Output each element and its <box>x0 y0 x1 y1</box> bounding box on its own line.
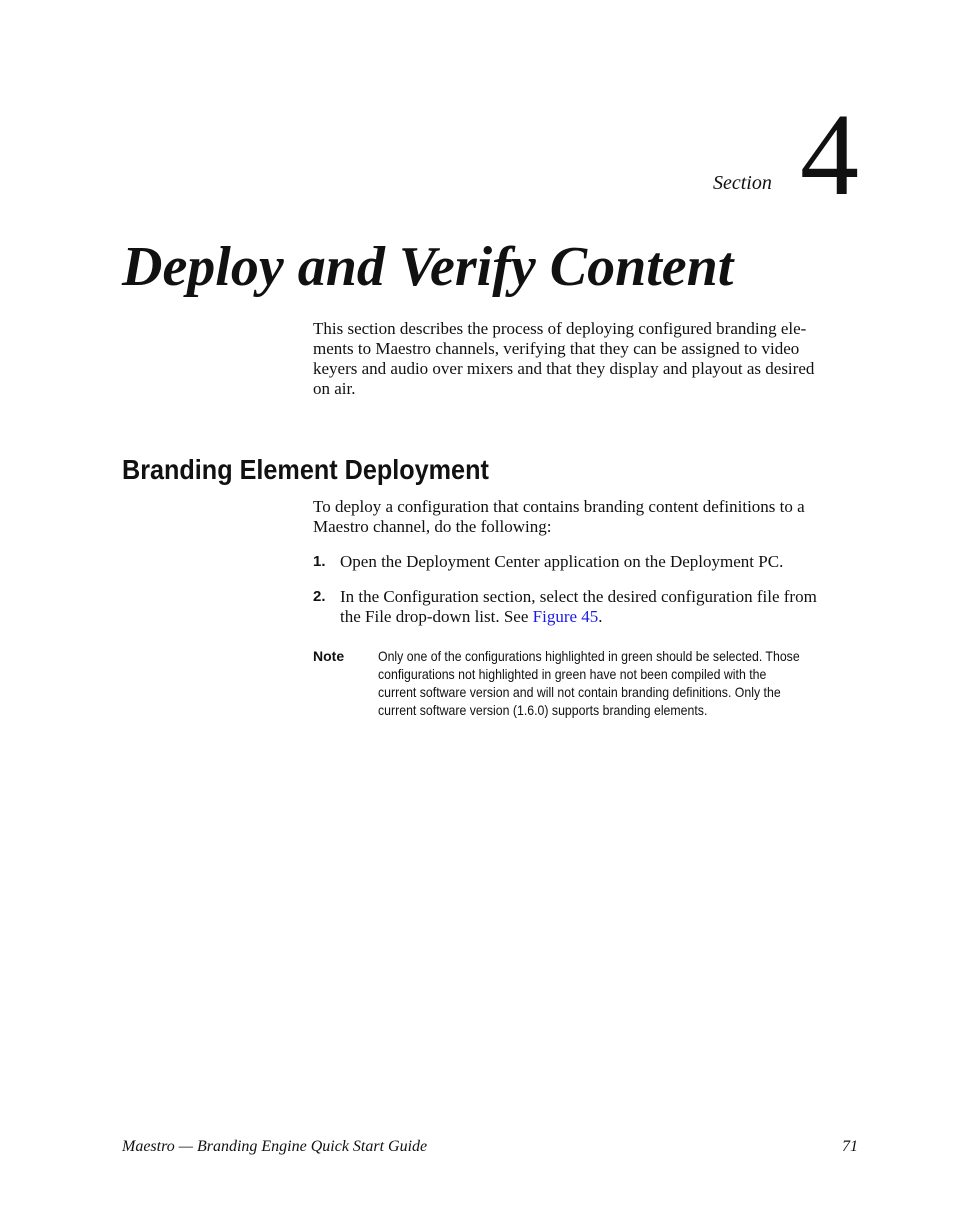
intro-paragraph <box>313 319 858 399</box>
paragraph-line: To deploy a configuration that contains branding content definitions to a <box>313 497 805 516</box>
step-number: 2. <box>313 588 326 605</box>
intro-line: keyers and audio over mixers and that they display and playout as desired <box>313 359 815 378</box>
section-label: Section <box>713 172 772 194</box>
step-text <box>340 587 858 627</box>
intro-line: ments to Maestro channels, verifying that they can be assigned to video <box>313 339 800 358</box>
note-text <box>378 647 800 719</box>
page-number: 71 <box>842 1138 858 1155</box>
section-heading: Branding Element Deployment <box>122 454 489 485</box>
section-number: 4 <box>800 89 859 220</box>
note-line: Only one of the configurations highlighted in green should be selected. Those <box>378 648 800 664</box>
footer-title: Maestro — Branding Engine Quick Start Guide <box>122 1138 428 1155</box>
note-label: Note <box>313 648 345 664</box>
chapter-title: Deploy and Verify Content <box>122 236 734 298</box>
note-line: current software version (1.6.0) supports branding elements. <box>378 702 708 718</box>
step-text <box>340 552 858 572</box>
note-line: current software version and will not contain branding definitions. Only the <box>378 684 781 700</box>
step-line: In the Configuration section, select the desired configuration file from <box>340 587 817 606</box>
step-line-prefix: the File drop-down list. See <box>340 607 533 626</box>
intro-line: on air. <box>313 379 356 398</box>
step-line <box>340 607 858 627</box>
step-line: Open the Deployment Center application on the Deployment PC. <box>340 552 784 571</box>
note-line: configurations not highlighted in green have not been compiled with the <box>378 666 767 682</box>
intro-line: This section describes the process of deploying configured branding ele- <box>313 319 807 338</box>
step-number: 1. <box>313 553 326 570</box>
figure-45-link[interactable]: Figure 45 <box>532 607 599 626</box>
section-paragraph <box>313 497 858 537</box>
step-line-suffix: . <box>598 607 603 626</box>
paragraph-line: Maestro channel, do the following: <box>313 517 552 536</box>
